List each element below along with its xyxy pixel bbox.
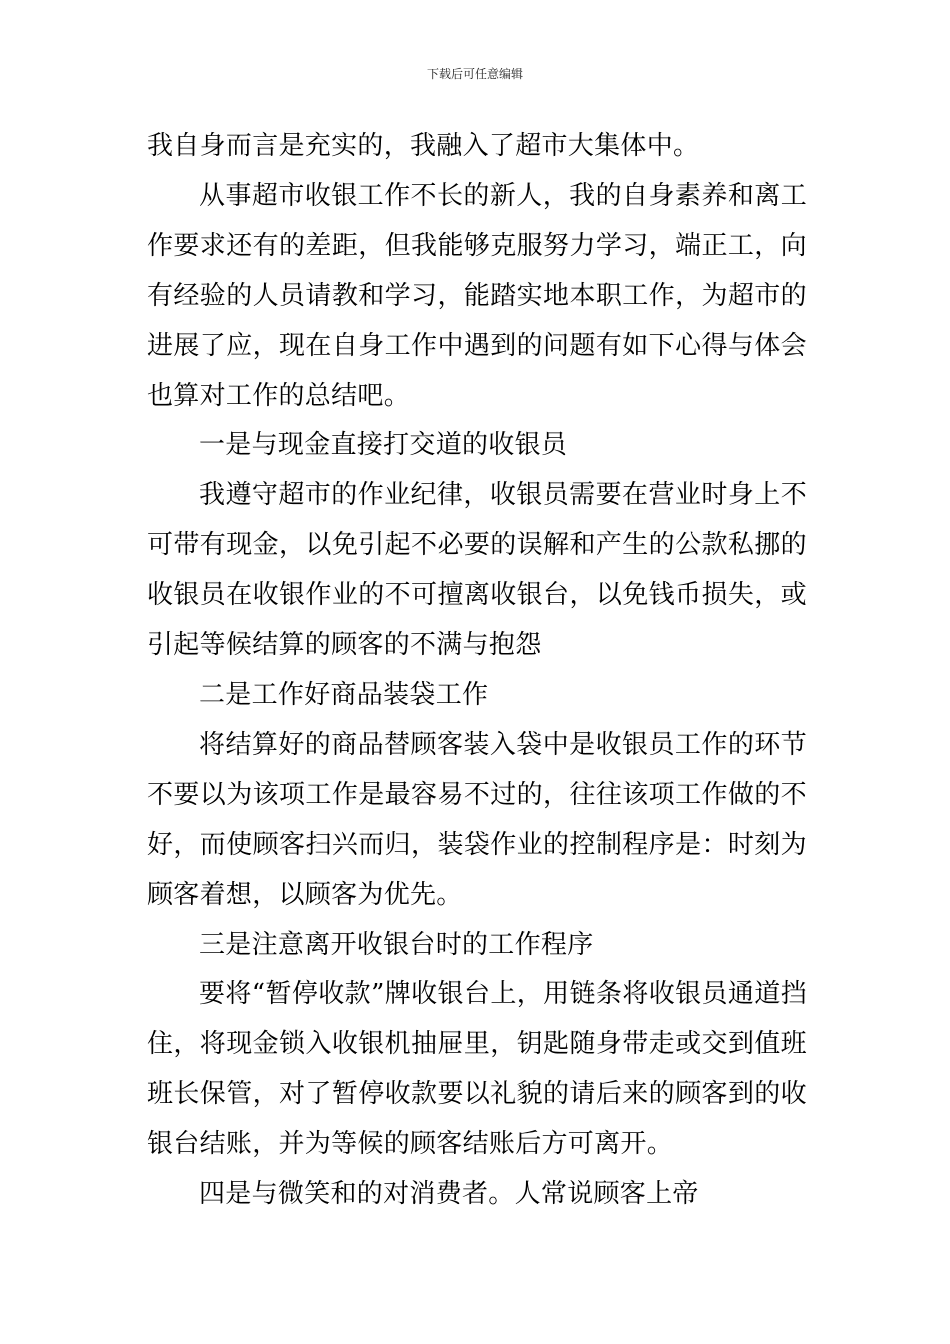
section-heading-4: 四是与微笑和的对消费者。人常说顾客上帝 [199, 1179, 699, 1210]
paragraph-3: 我遵守超市的作业纪律，收银员需要在营业时身上不可带有现金，以免引起不必要的误解和产生的公款私挪的收银员在收银作业的不可擅离收银台，以免钱币损失，或引起等候结算的顾客的不满与抱怨 [147, 480, 807, 661]
paragraph-2: 从事超市收银工作不长的新人，我的自身素养和离工作要求还有的差距，但我能够克服努力学习，端正工，向有经验的人员请教和学习，能踏实地本职工作，为超市的进展了应，现在自身工作中遇到的问题有如下心得与体会也算对工作的总结吧。 [147, 180, 807, 411]
section-heading-2: 二是工作好商品装袋工作 [199, 679, 489, 710]
section-heading-1: 一是与现金直接打交道的收银员 [199, 430, 568, 461]
page-header: 下载后可任意编辑 [426, 67, 523, 81]
document-body [147, 122, 807, 1220]
section-heading-3: 三是注意离开收银台时的工作程序 [199, 929, 594, 960]
paragraph-4: 将结算好的商品替顾客装入袋中是收银员工作的环节不要以为该项工作是最容易不过的，往往该项工作做的不好，而使顾客扫兴而归，装袋作业的控制程序是：时刻为顾客着想，以顾客为优先。 [147, 729, 807, 910]
paragraph-1: 我自身而言是充实的，我融入了超市大集体中。 [147, 131, 700, 161]
paragraph-5: 要将“暂停收款”牌收银台上，用链条将收银员通道挡住，将现金锁入收银机抽屉里，钥匙随身带走或交到值班班长保管，对了暂停收款要以礼貌的请后来的顾客到的收银台结账，并为等候的顾客结账后方可离开。 [147, 979, 807, 1160]
